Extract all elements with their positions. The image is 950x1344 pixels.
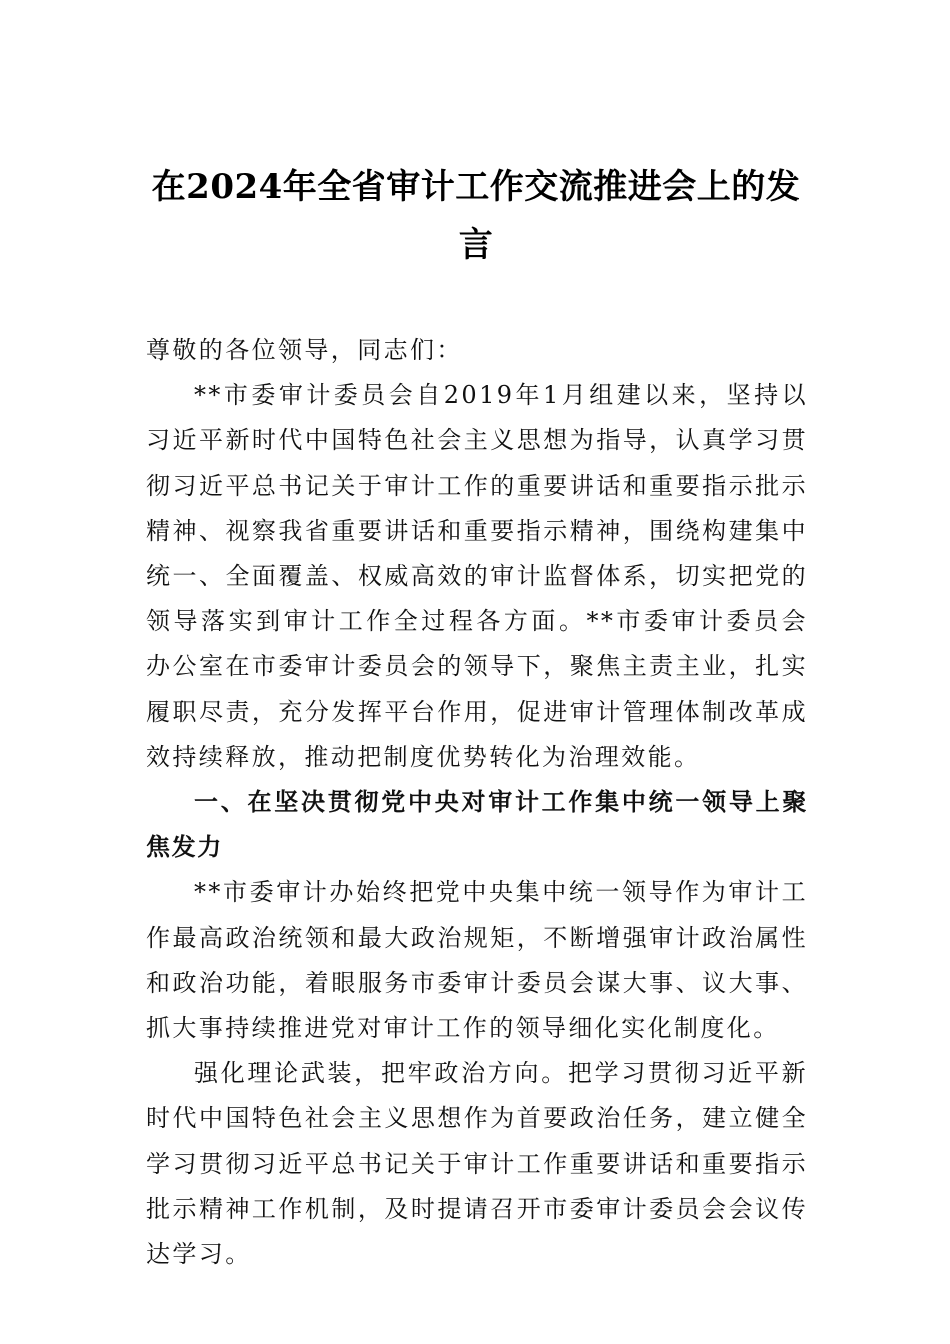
section-paragraph-2: 强化理论武装，把牢政治方向。把学习贯彻习近平新时代中国特色社会主义思想作为首要政治任务，建立健全学习贯彻习近平总书记关于审计工作重要讲话和重要指示批示精神工作机制，及时提请召开市委审计委员会会议传达学习。 [146, 1059, 808, 1269]
section-paragraph-1: **市委审计办始终把党中央集中统一领导作为审计工作最高政治统领和最大政治规矩，不断增强审计政治属性和政治功能，着眼服务市委审计委员会谋大事、议大事、抓大事持续推进党对审计工作的领导细化实化制度化。 [146, 878, 808, 1043]
intro-paragraph: **市委审计委员会自2019年1月组建以来，坚持以习近平新时代中国特色社会主义思想为指导，认真学习贯彻习近平总书记关于审计工作的重要讲话和重要指示批示精神、视察我省重要讲话和重要指示精神，围绕构建集中统一、全面覆盖、权威高效的审计监督体系，切实把党的领导落实到审计工作全过程各方面。**市委审计委员会办公室在市委审计委员会的领导下，聚焦主责主业，扎实履职尽责，充分发挥平台作用，促进审计管理体制改革成效持续释放，推动把制度优势转化为治理效能。 [146, 381, 808, 771]
salutation: 尊敬的各位领导，同志们： [146, 336, 463, 364]
document-body [146, 328, 808, 1277]
document-title: 在2024年全省审计工作交流推进会上的发言 [151, 167, 801, 265]
section-heading: 一、在坚决贯彻党中央对审计工作集中统一领导上聚焦发力 [146, 788, 808, 862]
